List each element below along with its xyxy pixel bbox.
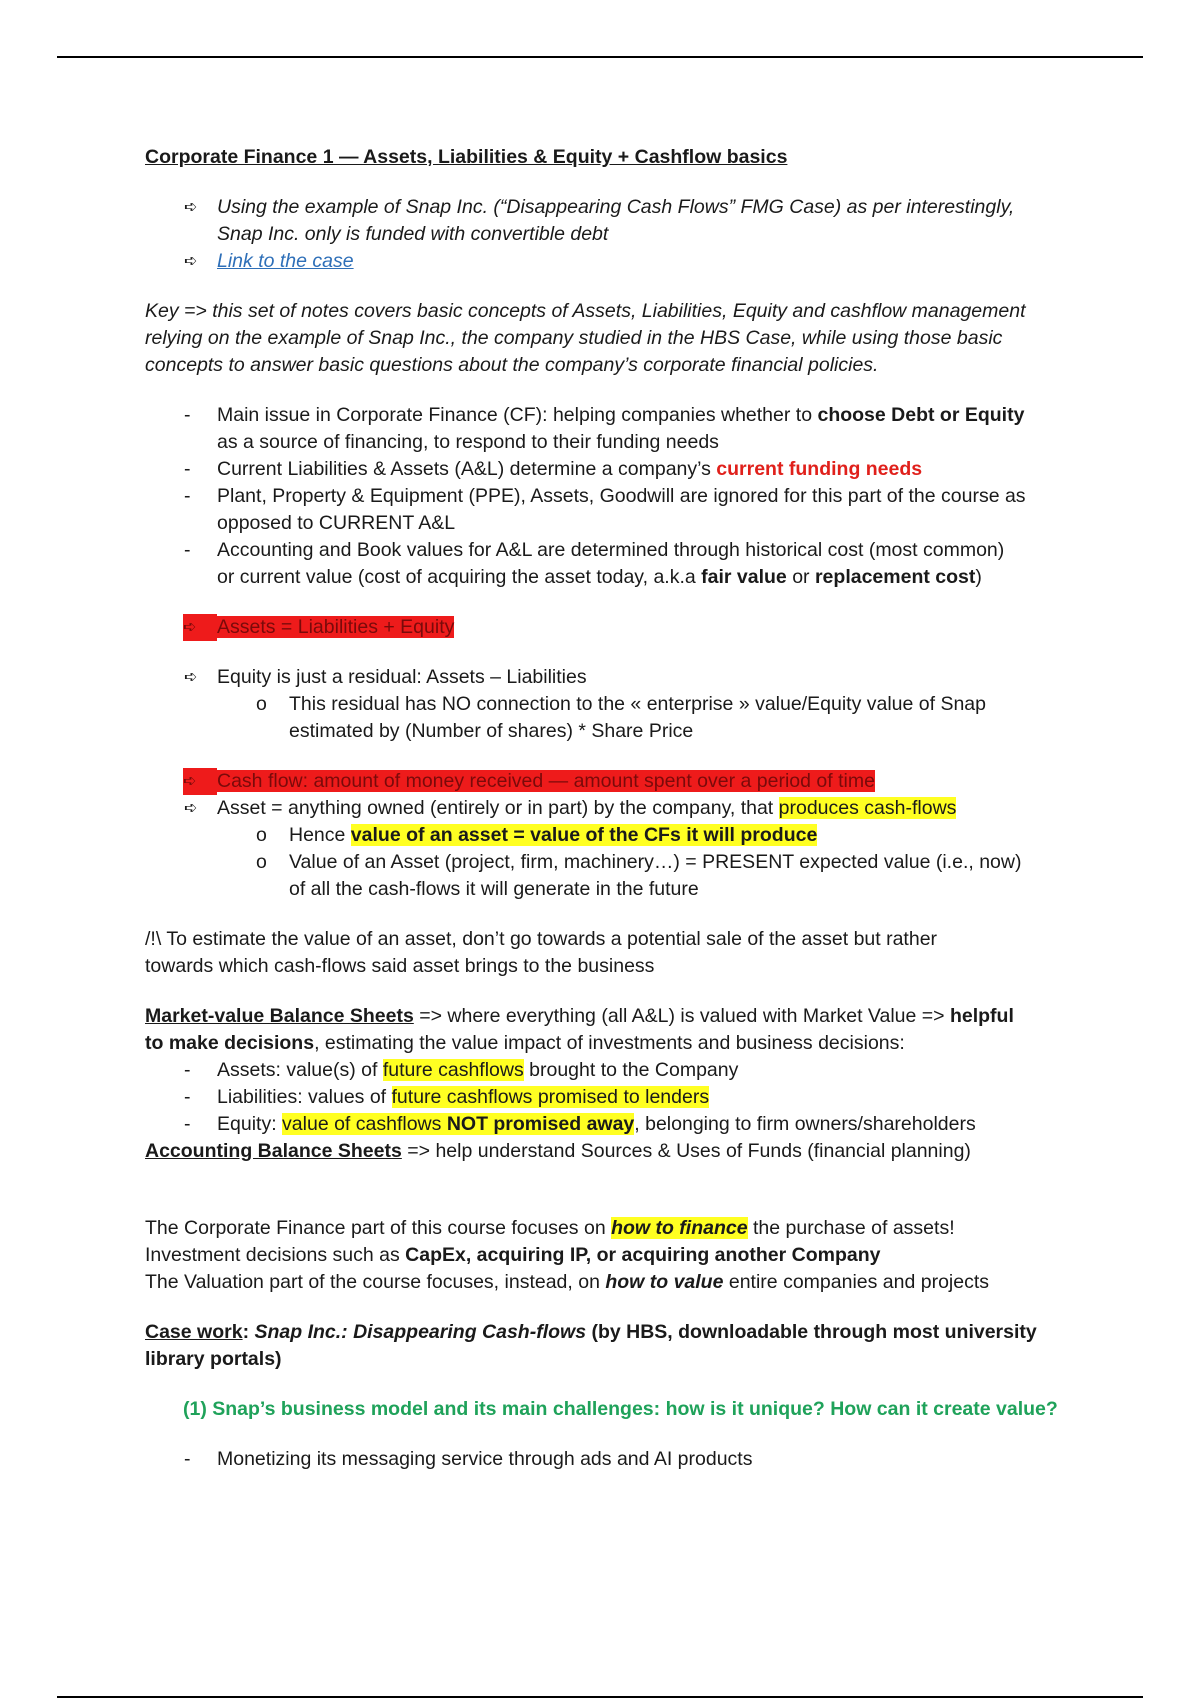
equity-sub-bullet-cont: estimated by (Number of shares) * Share Price xyxy=(289,720,694,742)
asset-sub-bullet: o Value of an Asset (project, firm, machinery…) = PRESENT expected value (i.e., now) xyxy=(145,849,1065,876)
key-line: relying on the example of Snap Inc., the company studied in the HBS Case, while using those basic xyxy=(145,327,1003,349)
list-item-cont: as a source of financing, to respond to their funding needs xyxy=(217,431,719,453)
equity-sub-bullet: o This residual has NO connection to the « enterprise » value/Equity value of Snap xyxy=(145,691,1065,718)
question-heading: (1) Snap’s business model and its main challenges: how is it unique? How can it create value? xyxy=(183,1398,1058,1420)
equity-bullet: ➪ Equity is just a residual: Assets – Liabilities xyxy=(145,664,1065,691)
case-link[interactable]: Link to the case xyxy=(217,250,354,272)
asset-sub-bullet-cont: of all the cash-flows it will generate in the future xyxy=(289,878,699,900)
footer-rule xyxy=(57,1696,1143,1698)
list-item-cont: or current value (cost of acquiring the asset today, a.k.a fair value or replacement cost) xyxy=(217,566,982,588)
list-item: - Main issue in Corporate Finance (CF): helping companies whether to choose Debt or Equity xyxy=(145,402,1065,429)
arrow-bullet-icon: ➪ xyxy=(184,253,198,270)
mvbs-line: Market-value Balance Sheets => where everything (all A&L) is valued with Market Value => helpful xyxy=(145,1005,1014,1027)
arrow-bullet-icon: ➪ xyxy=(184,199,198,216)
focus-line: The Valuation part of the course focuses, instead, on how to value entire companies and projects xyxy=(145,1271,990,1293)
arrow-bullet-icon: ➪ xyxy=(183,614,217,641)
list-item: - Current Liabilities & Assets (A&L) determine a company’s current funding needs xyxy=(145,456,1065,483)
dash-bullet-icon: - xyxy=(184,458,191,480)
dash-bullet-icon: - xyxy=(184,485,191,507)
intro-bullet-cont: Snap Inc. only is funded with convertible debt xyxy=(217,223,609,245)
circle-bullet-icon: o xyxy=(256,824,267,846)
dash-bullet-icon: - xyxy=(184,1113,191,1135)
arrow-bullet-icon: ➪ xyxy=(184,800,198,817)
equation-highlight: ➪ Assets = Liabilities + Equity xyxy=(145,614,1065,641)
list-item: - Equity: value of cashflows NOT promised away, belonging to firm owners/shareholders xyxy=(145,1111,1065,1138)
case-link-bullet xyxy=(145,248,1065,275)
dash-bullet-icon: - xyxy=(184,1086,191,1108)
document-body xyxy=(145,144,1065,1473)
list-item: - Accounting and Book values for A&L are determined through historical cost (most common) xyxy=(145,537,1065,564)
warning-line: /!\ To estimate the value of an asset, don’t go towards a potential sale of the asset but rather xyxy=(145,928,938,950)
asset-bullet: ➪ Asset = anything owned (entirely or in part) by the company, that produces cash-flows xyxy=(145,795,1065,822)
key-line: concepts to answer basic questions about the company’s corporate financial policies. xyxy=(145,354,879,376)
casework-line: Case work: Snap Inc.: Disappearing Cash-flows (by HBS, downloadable through most university xyxy=(145,1321,1037,1343)
dash-bullet-icon: - xyxy=(184,539,191,561)
list-item: - Plant, Property & Equipment (PPE), Assets, Goodwill are ignored for this part of the course as xyxy=(145,483,1065,510)
warning-line: towards which cash-flows said asset brings to the business xyxy=(145,955,655,977)
asset-sub-bullet: o Hence value of an asset = value of the CFs it will produce xyxy=(145,822,1065,849)
list-item: - Assets: value(s) of future cashflows brought to the Company xyxy=(145,1057,1065,1084)
focus-line: The Corporate Finance part of this course focuses on how to finance the purchase of assets! xyxy=(145,1217,955,1239)
abs-line: Accounting Balance Sheets => help understand Sources & Uses of Funds (financial planning) xyxy=(145,1140,971,1162)
circle-bullet-icon: o xyxy=(256,693,267,715)
arrow-bullet-icon: ➪ xyxy=(183,768,217,795)
intro-bullet: ➪ Using the example of Snap Inc. (“Disappearing Cash Flows” FMG Case) as per interestingly, xyxy=(145,194,1065,221)
casework-line: library portals) xyxy=(145,1348,282,1370)
circle-bullet-icon: o xyxy=(256,851,267,873)
mvbs-line: to make decisions, estimating the value impact of investments and business decisions: xyxy=(145,1032,905,1054)
dash-bullet-icon: - xyxy=(184,404,191,426)
arrow-bullet-icon: ➪ xyxy=(184,669,198,686)
dash-bullet-icon: - xyxy=(184,1448,191,1470)
list-item: - Monetizing its messaging service through ads and AI products xyxy=(145,1446,1065,1473)
dash-bullet-icon: - xyxy=(184,1059,191,1081)
focus-line: Investment decisions such as CapEx, acquiring IP, or acquiring another Company xyxy=(145,1244,881,1266)
cashflow-highlight: ➪ Cash flow: amount of money received — amount spent over a period of time xyxy=(145,768,1065,795)
key-line: Key => this set of notes covers basic concepts of Assets, Liabilities, Equity and cashflow management xyxy=(145,300,1026,322)
header-rule xyxy=(57,56,1143,58)
doc-title: Corporate Finance 1 — Assets, Liabilities & Equity + Cashflow basics xyxy=(145,146,788,168)
list-item: - Liabilities: values of future cashflows promised to lenders xyxy=(145,1084,1065,1111)
list-item-cont: opposed to CURRENT A&L xyxy=(217,512,456,534)
